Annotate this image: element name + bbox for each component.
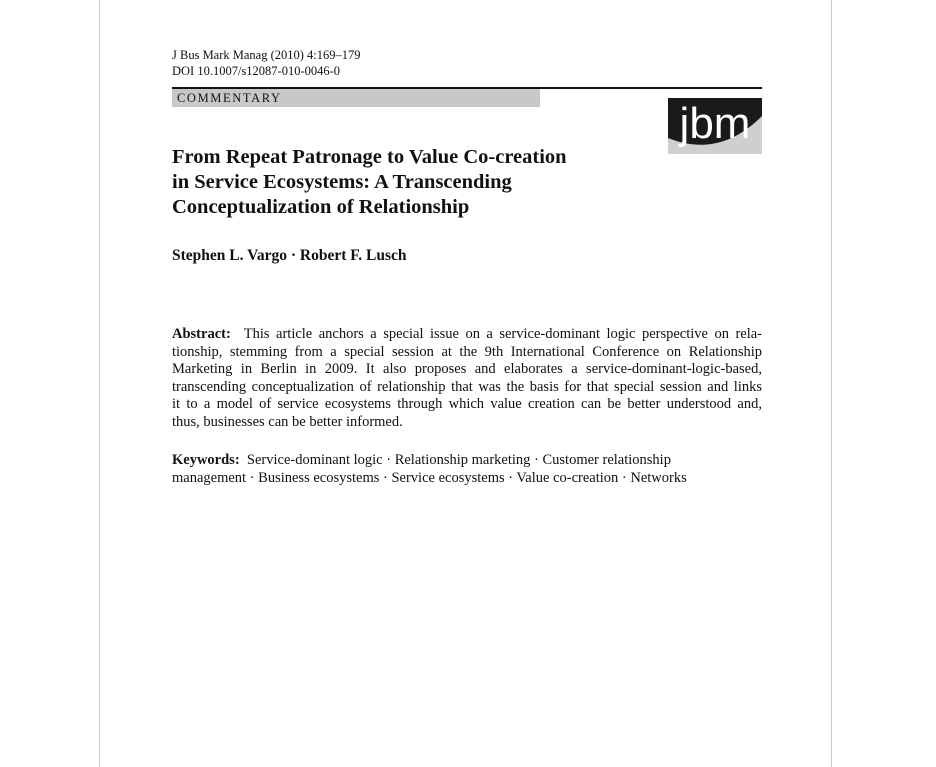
journal-doi: DOI 10.1007/s12087-010-0046-0 (172, 64, 341, 78)
keywords-label: Keywords: (172, 452, 240, 468)
title-line: Conceptualization of Relationship (172, 196, 470, 218)
abstract-line: Marketing in Berlin in 2009. It also proposes and elaborates a service-dominant-logic-based, (172, 361, 762, 377)
abstract-line: transcending conceptualization of relationship that was the basis for that special session and links (172, 378, 762, 395)
abstract-label: Abstract: (172, 326, 231, 342)
keywords-text: Service-dominant logic · Relationship marketing · Customer relationship (246, 452, 671, 468)
title-line: in Service Ecosystems: A Transcending (172, 171, 512, 193)
abstract-text: This article anchors a special issue on a service-dominant logic perspective on rela- (243, 326, 763, 342)
abstract-line: thus, businesses can be better informed. (172, 413, 403, 430)
paper-page (99, 0, 832, 767)
logo-text: jbm (679, 99, 751, 148)
abstract-line: tionship, stemming from a special session at the 9th International Conference on Relationship (172, 343, 762, 360)
keywords (172, 451, 762, 487)
section-label: COMMENTARY (172, 89, 540, 107)
keywords-line (172, 451, 762, 469)
jbm-logo-icon (668, 98, 762, 154)
authors: Stephen L. Vargo · Robert F. Lusch (172, 247, 407, 264)
abstract-line (172, 326, 762, 344)
article-title (172, 145, 612, 220)
journal-citation: J Bus Mark Manag (2010) 4:169–179 (172, 48, 361, 62)
keywords-line: management · Business ecosystems · Service ecosystems · Value co-creation · Networks (172, 470, 687, 486)
title-line: From Repeat Patronage to Value Co-creation (172, 146, 567, 168)
abstract (172, 326, 762, 431)
abstract-line: it to a model of service ecosystems through which value creation can be better understood and, (172, 396, 762, 412)
